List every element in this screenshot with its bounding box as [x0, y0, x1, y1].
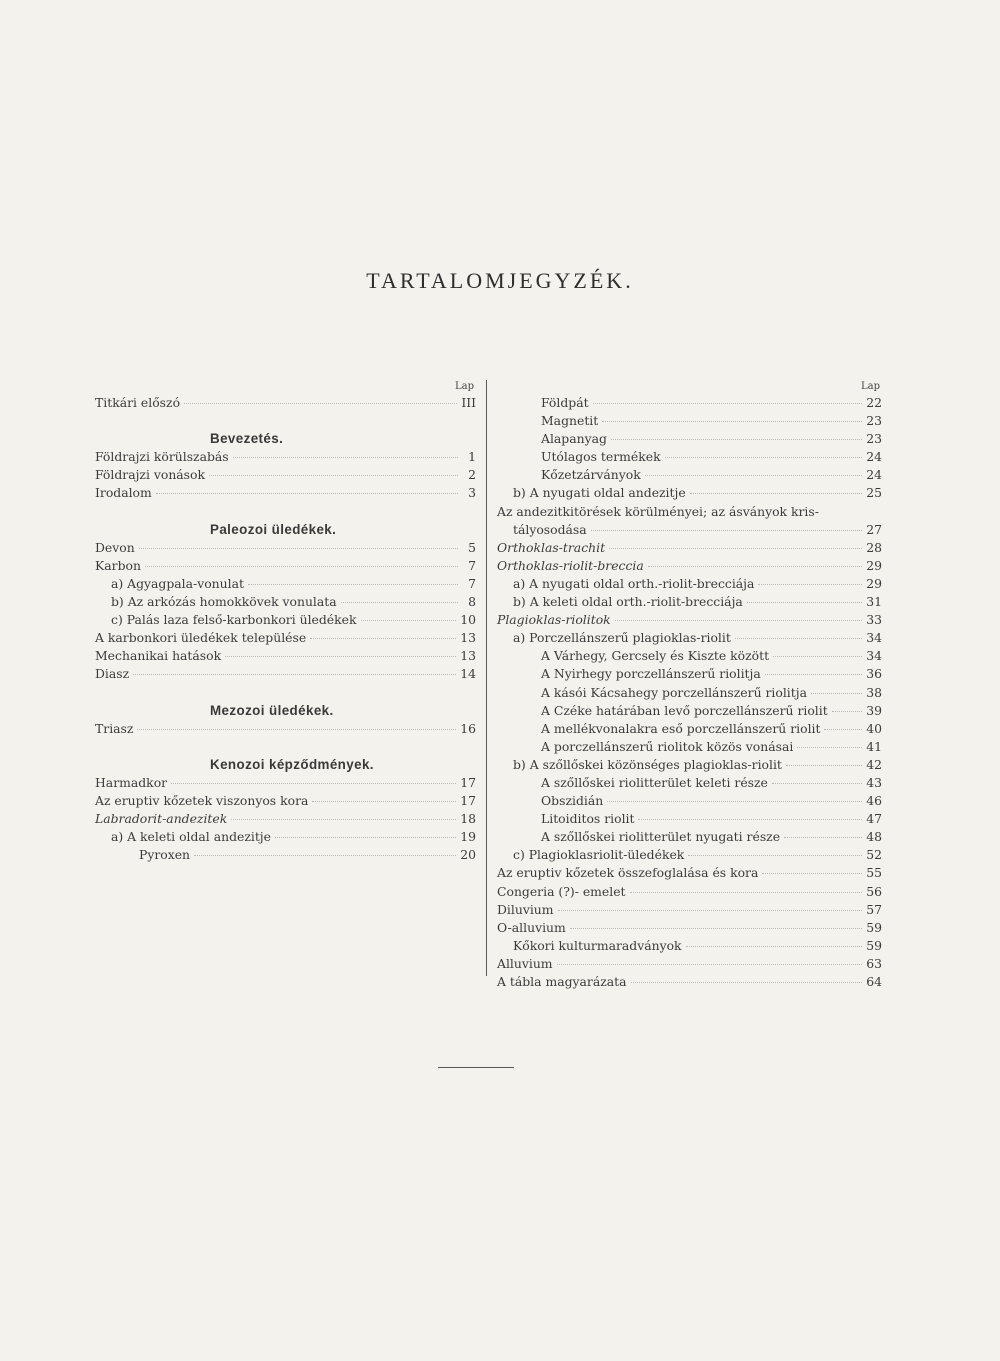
- toc-entry-title: Labradorit-andezitek: [95, 811, 228, 827]
- toc-entry-title: A Nyirhegy porczellánszerű riolitja: [541, 666, 761, 682]
- dot-leader: [570, 928, 862, 929]
- toc-entry-page: 2: [468, 467, 476, 483]
- toc-entry-page: 19: [460, 829, 476, 845]
- dot-leader: [797, 747, 862, 748]
- dot-leader: [824, 729, 862, 730]
- toc-entry[interactable]: [497, 557, 882, 575]
- dot-leader: [648, 566, 862, 567]
- toc-entry-page: 48: [866, 829, 882, 845]
- toc-entry-title: Utólagos termékek: [541, 449, 661, 465]
- toc-entry-page: 23: [866, 413, 882, 429]
- dot-leader: [686, 946, 863, 947]
- toc-entry[interactable]: [95, 539, 476, 557]
- toc-entry-page: 55: [866, 865, 882, 881]
- dot-leader: [156, 493, 458, 494]
- toc-entry-title: A karbonkori üledékek települése: [95, 630, 307, 646]
- dot-leader: [194, 855, 456, 856]
- toc-entry-title: A kásói Kácsahegy porczellánszerű riolitja: [541, 684, 807, 700]
- toc-entry[interactable]: [95, 448, 476, 466]
- toc-entry-page: 59: [866, 919, 882, 935]
- section-heading-kenozoi: [95, 756, 476, 774]
- toc-right-column: [497, 380, 882, 991]
- toc-entry-title: b) Az arkózás homokkövek vonulata: [111, 594, 337, 610]
- toc-entry-page: 28: [866, 539, 882, 555]
- dot-leader: [248, 584, 458, 585]
- toc-entry-title: a) A nyugati oldal orth.-riolit-brecciája: [513, 575, 755, 591]
- toc-entry-title: Pyroxen: [139, 847, 191, 863]
- toc-entry-title: A szőllőskei riolitterület nyugati része: [541, 829, 781, 845]
- dot-leader: [690, 493, 863, 494]
- dot-leader: [341, 602, 458, 603]
- toc-entry-page: 3: [468, 485, 476, 501]
- toc-entry[interactable]: [497, 466, 882, 484]
- toc-entry-title: Diasz: [95, 666, 130, 682]
- toc-entry-title: Magnetit: [541, 413, 599, 429]
- dot-leader: [609, 548, 862, 549]
- toc-entry[interactable]: [95, 828, 476, 846]
- toc-entry[interactable]: [497, 810, 882, 828]
- toc-entry-title: Földrajzi körülszabás: [95, 449, 229, 465]
- section-heading-paleozoi: [95, 521, 476, 539]
- section-heading: Kenozoi képződmények.: [210, 756, 374, 772]
- dot-leader: [233, 457, 458, 458]
- toc-entry[interactable]: [497, 937, 882, 955]
- toc-entry-page: 24: [866, 449, 882, 465]
- toc-entry-page: 13: [460, 648, 476, 664]
- toc-entry-title: Irodalom: [95, 485, 152, 501]
- toc-entry[interactable]: [497, 720, 882, 738]
- dot-leader: [231, 819, 456, 820]
- dot-leader: [615, 620, 863, 621]
- dot-leader: [786, 765, 862, 766]
- toc-entry-page: 43: [866, 774, 882, 790]
- toc-entry-title: A porczellánszerű riolitok közös vonásai: [541, 738, 794, 754]
- toc-entry-page: 23: [866, 431, 882, 447]
- toc-entry-title: Orthoklas-riolit-breccia: [497, 557, 644, 573]
- toc-entry[interactable]: [497, 684, 882, 702]
- toc-entry[interactable]: [95, 394, 476, 412]
- toc-entry[interactable]: [95, 629, 476, 647]
- section-heading: Bevezetés.: [210, 431, 284, 447]
- dot-leader: [832, 711, 863, 712]
- toc-entry[interactable]: [497, 539, 882, 557]
- page-column-header: Lap: [454, 381, 474, 392]
- toc-entry-title: b) A szőllőskei közönséges plagioklas-riolit: [513, 756, 782, 772]
- dot-leader: [558, 910, 863, 911]
- dot-leader: [602, 421, 862, 422]
- dot-leader: [772, 783, 862, 784]
- toc-entry[interactable]: [95, 792, 476, 810]
- toc-entry-page: 41: [866, 738, 882, 754]
- toc-entry[interactable]: [497, 647, 882, 665]
- toc-entry-title: b) A nyugati oldal andezitje: [513, 485, 686, 501]
- toc-entry-title: A tábla magyarázata: [497, 974, 627, 989]
- dot-leader: [773, 656, 862, 657]
- toc-entry[interactable]: [497, 448, 882, 466]
- toc-entry-page: 40: [866, 720, 882, 736]
- dot-leader: [593, 403, 863, 404]
- dot-leader: [209, 475, 458, 476]
- toc-entry-page: 47: [866, 811, 882, 827]
- toc-entry-title: Devon: [95, 539, 135, 555]
- toc-entry-title: a) Porczellánszerű plagioklas-riolit: [513, 630, 731, 646]
- dot-leader: [811, 693, 862, 694]
- toc-entry[interactable]: [497, 901, 882, 919]
- toc-entry[interactable]: [95, 557, 476, 575]
- toc-entry-title: a) A keleti oldal andezitje: [111, 829, 271, 845]
- toc-entry-title: A Várhegy, Gercsely és Kiszte között: [541, 648, 770, 664]
- toc-entry[interactable]: [497, 521, 882, 539]
- toc-entry-title: Plagioklas-riolitok: [497, 612, 611, 628]
- toc-entry-page: 25: [866, 485, 882, 501]
- dot-leader: [133, 674, 456, 675]
- toc-entry-page: 18: [460, 811, 476, 827]
- dot-leader: [665, 457, 863, 458]
- dot-leader: [638, 819, 862, 820]
- toc-entry-page: 34: [866, 630, 882, 646]
- toc-entry[interactable]: [497, 828, 882, 846]
- page-title: TARTALOMJEGYZÉK.: [366, 268, 634, 293]
- toc-entry-title: b) A keleti oldal orth.-riolit-brecciája: [513, 594, 743, 610]
- toc-entry-page: 59: [866, 937, 882, 953]
- section-heading: Mezozoi üledékek.: [210, 702, 334, 718]
- closing-rule: [438, 1067, 514, 1068]
- toc-entry-title: Alapanyag: [541, 431, 607, 447]
- toc-entry-page: 52: [866, 847, 882, 863]
- toc-entry-title: tályosodása: [513, 521, 587, 537]
- toc-entry-title: Orthoklas-trachit: [497, 539, 606, 555]
- toc-entry[interactable]: [497, 611, 882, 629]
- dot-leader: [137, 729, 456, 730]
- toc-entry-page: 29: [866, 575, 882, 591]
- toc-entry[interactable]: [497, 665, 882, 683]
- toc-entry[interactable]: [95, 774, 476, 792]
- toc-entry-title: Harmadkor: [95, 774, 168, 790]
- toc-entry-title: Kőzetzárványok: [541, 467, 641, 483]
- page-column-header: Lap: [860, 381, 880, 392]
- dot-leader: [310, 638, 456, 639]
- toc-entry-page: 20: [460, 847, 476, 863]
- toc-entry[interactable]: [95, 575, 476, 593]
- dot-leader: [611, 439, 862, 440]
- toc-entry-title: Alluvium: [497, 955, 553, 971]
- dot-leader: [557, 964, 863, 965]
- dot-leader: [171, 783, 456, 784]
- toc-entry[interactable]: [497, 430, 882, 448]
- dot-leader: [631, 982, 863, 983]
- toc-entry-page: 14: [460, 666, 476, 682]
- column-divider: [486, 380, 487, 976]
- toc-entry-title: Obszidián: [541, 793, 604, 809]
- toc-entry-page: 38: [866, 684, 882, 700]
- toc-entry[interactable]: [497, 593, 882, 611]
- dot-leader: [747, 602, 862, 603]
- toc-entry-page: 63: [866, 955, 882, 971]
- toc-entry-page: 33: [866, 612, 882, 628]
- toc-entry[interactable]: [95, 484, 476, 502]
- section-heading: Paleozoi üledékek.: [210, 521, 337, 537]
- toc-entry-title: Mechanikai hatások: [95, 648, 222, 664]
- toc-entry[interactable]: [497, 629, 882, 647]
- toc-entry[interactable]: [497, 503, 882, 521]
- toc-entry[interactable]: [95, 665, 476, 683]
- toc-entry[interactable]: [95, 846, 476, 864]
- toc-entry[interactable]: [497, 955, 882, 973]
- toc-entry[interactable]: [497, 484, 882, 502]
- toc-entry[interactable]: [95, 810, 476, 828]
- toc-entry-page: 17: [460, 774, 476, 790]
- dot-leader: [361, 620, 457, 621]
- dot-leader: [607, 801, 862, 802]
- dot-leader: [139, 548, 458, 549]
- toc-entry-page: 8: [468, 594, 476, 610]
- section-heading-bevezetes: [95, 430, 476, 448]
- toc-entry-page: 42: [866, 756, 882, 772]
- toc-entry-page: 39: [866, 702, 882, 718]
- dot-leader: [762, 873, 862, 874]
- toc-entry[interactable]: [95, 466, 476, 484]
- toc-entry[interactable]: [95, 611, 476, 629]
- toc-entry-page: 16: [460, 720, 476, 736]
- toc-left-column: [95, 380, 476, 864]
- toc-entry-page: 57: [866, 901, 882, 917]
- toc-entry[interactable]: [497, 738, 882, 756]
- toc-entry[interactable]: [497, 973, 882, 991]
- toc-entry-page: 27: [866, 521, 882, 537]
- toc-entry[interactable]: [497, 702, 882, 720]
- toc-entry-page: 1: [468, 449, 476, 465]
- toc-entry-title: Litoiditos riolit: [541, 811, 635, 827]
- toc-entry[interactable]: [497, 756, 882, 774]
- toc-entry-title: c) Palás laza felső-karbonkori üledékek: [111, 612, 357, 628]
- toc-entry[interactable]: [497, 883, 882, 901]
- dot-leader: [225, 656, 456, 657]
- toc-entry-page: 31: [866, 594, 882, 610]
- toc-entry[interactable]: [95, 647, 476, 665]
- toc-entry-title: O-alluvium: [497, 919, 566, 935]
- toc-entry-title: Diluvium: [497, 901, 554, 917]
- toc-entry-page: 22: [866, 395, 882, 410]
- toc-entry[interactable]: [497, 864, 882, 882]
- toc-entry-title: Földrajzi vonások: [95, 467, 206, 483]
- toc-entry-page: III: [461, 395, 476, 410]
- dot-leader: [765, 674, 862, 675]
- toc-entry[interactable]: [497, 575, 882, 593]
- toc-entry[interactable]: [497, 394, 882, 412]
- toc-entry[interactable]: [497, 846, 882, 864]
- toc-entry-title: Triasz: [95, 720, 134, 736]
- toc-entry[interactable]: [95, 720, 476, 738]
- toc-entry-page: 34: [866, 648, 882, 664]
- toc-entry-title: Congeria (?)- emelet: [497, 883, 626, 899]
- dot-leader: [735, 638, 862, 639]
- toc-entry-page: 56: [866, 883, 882, 899]
- toc-entry-title: a) Agyagpala-vonulat: [111, 575, 244, 591]
- toc-entry-page: 5: [468, 539, 476, 555]
- toc-entry-page: 17: [460, 793, 476, 809]
- dot-leader: [145, 566, 458, 567]
- dot-leader: [758, 584, 862, 585]
- toc-entry-title: Az eruptiv kőzetek összefoglalása és kora: [497, 865, 759, 881]
- toc-entry-title: Az eruptiv kőzetek viszonyos kora: [95, 793, 309, 809]
- toc-entry-title: A mellékvonalakra eső porczellánszerű riolit: [541, 720, 821, 736]
- toc-entry[interactable]: [497, 792, 882, 810]
- toc-entry-title: c) Plagioklasriolit-üledékek: [513, 847, 685, 863]
- toc-entry-title: Az andezitkitörések körülményei; az ásványok kris-: [497, 503, 819, 519]
- dot-leader: [630, 892, 863, 893]
- dot-leader: [275, 837, 456, 838]
- toc-entry-page: 10: [460, 612, 476, 628]
- toc-entry[interactable]: [497, 919, 882, 937]
- dot-leader: [784, 837, 862, 838]
- dot-leader: [591, 530, 863, 531]
- toc-entry-page: 64: [866, 974, 882, 989]
- section-heading-mezozoi: [95, 702, 476, 720]
- dot-leader: [688, 855, 862, 856]
- dot-leader: [312, 801, 456, 802]
- toc-entry[interactable]: [95, 593, 476, 611]
- toc-entry[interactable]: [497, 412, 882, 430]
- toc-entry-page: 36: [866, 666, 882, 682]
- toc-entry-title: Titkári előszó: [95, 395, 181, 410]
- toc-entry-page: 7: [468, 557, 476, 573]
- toc-entry[interactable]: [497, 774, 882, 792]
- toc-entry-title: A Czéke határában levő porczellánszerű riolit: [541, 702, 828, 718]
- toc-entry-title: A szőllőskei riolitterület keleti része: [541, 774, 768, 790]
- toc-entry-page: 46: [866, 793, 882, 809]
- toc-entry-title: Földpát: [541, 395, 589, 410]
- toc-entry-title: Karbon: [95, 557, 141, 573]
- toc-entry-title: Kőkori kulturmaradványok: [513, 937, 682, 953]
- toc-entry-page: 13: [460, 630, 476, 646]
- toc-entry-page: 29: [866, 557, 882, 573]
- toc-entry-page: 24: [866, 467, 882, 483]
- dot-leader: [184, 403, 457, 404]
- toc-entry-page: 7: [468, 575, 476, 591]
- dot-leader: [645, 475, 862, 476]
